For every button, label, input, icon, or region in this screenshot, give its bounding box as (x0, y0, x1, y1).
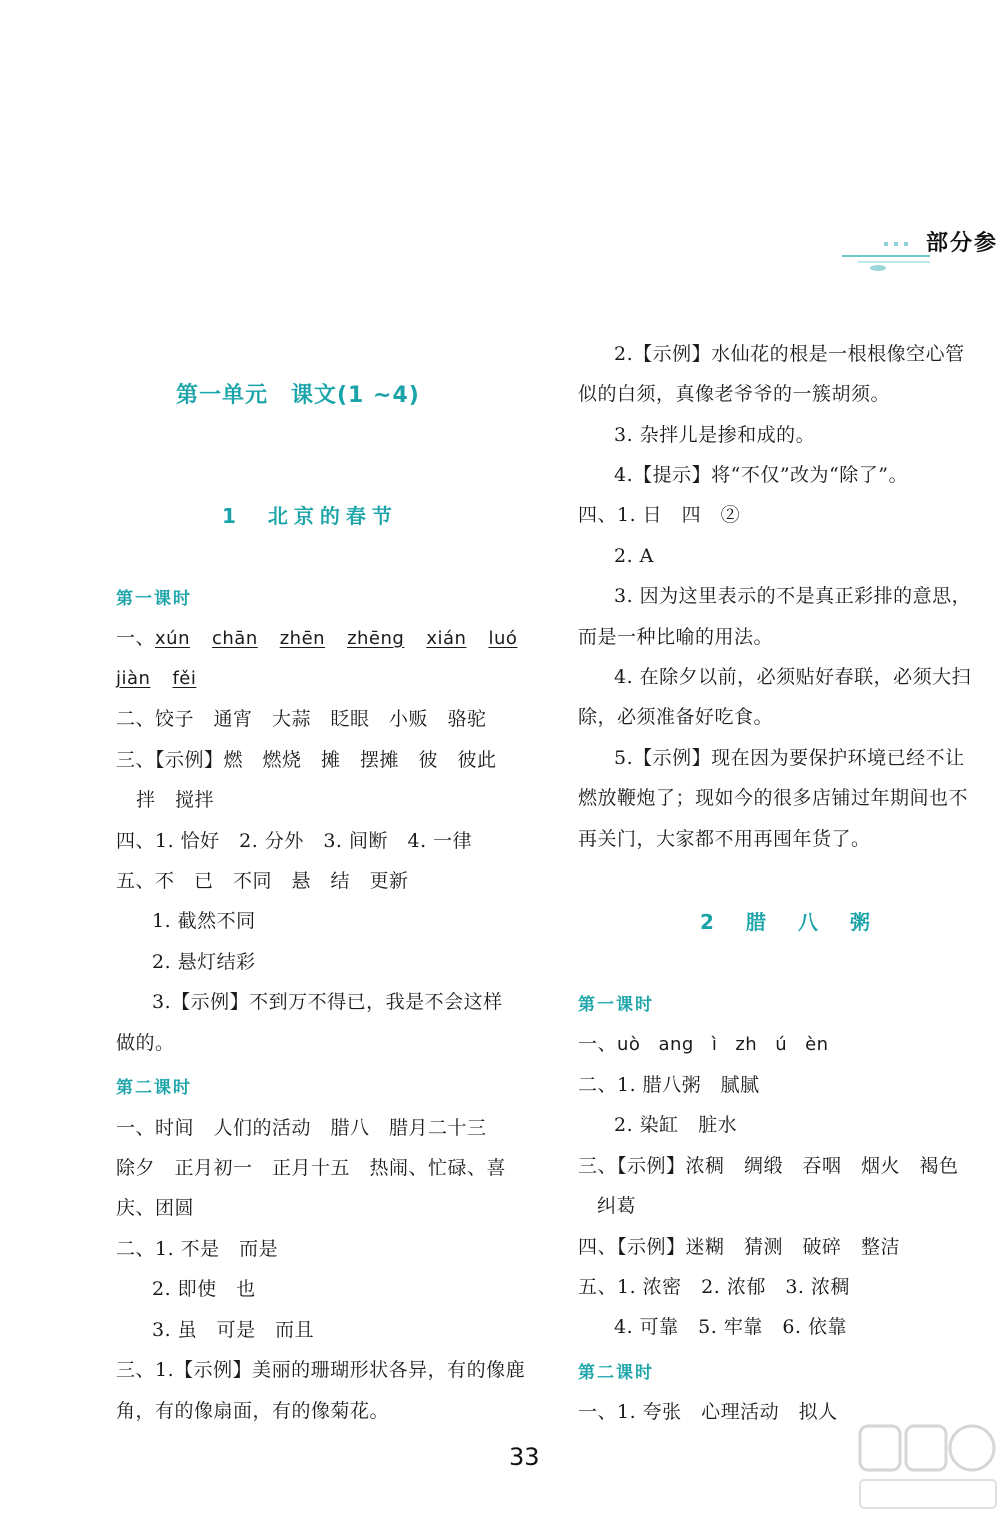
lesson1-p2-q3: 三、1.【示例】美丽的珊瑚形状各异，有的像鹿 (116, 1359, 526, 1381)
pinyin-answer: xún (155, 628, 190, 649)
lesson1-q5-2: 2. 悬灯结彩 (152, 951, 256, 973)
lesson2-q4: 四、【示例】迷糊 猜测 破碎 整洁 (578, 1236, 901, 1258)
lesson1-period2-heading: 第二课时 (116, 1078, 192, 1098)
page-number: 33 (509, 1443, 540, 1471)
lesson1-q4: 四、1. 恰好 2. 分外 3. 间断 4. 一律 (116, 830, 473, 852)
lesson2-q3-cont: 纠葛 (597, 1195, 637, 1217)
lesson1-q1-cont (116, 666, 218, 691)
lesson2-q5: 五、1. 浓密 2. 浓郁 3. 浓稠 (578, 1276, 851, 1298)
lesson1-q5-3: 3.【示例】不到万不得已，我是不会这样 (152, 991, 503, 1013)
pinyin-answer: fěi (172, 668, 197, 689)
lesson2-p2-q1: 一、1. 夸张 心理活动 拟人 (578, 1401, 838, 1423)
lesson1-q5-3-cont: 做的。 (116, 1032, 175, 1054)
lesson1-p2-q1: 一、时间 人们的活动 腊八 腊月二十三 (116, 1117, 487, 1139)
lesson2-q1 (578, 1032, 847, 1057)
header-decoration (838, 232, 930, 276)
lesson1-p2-q1-cont: 除夕 正月初一 正月十五 热闹、忙碌、喜 (116, 1157, 507, 1179)
right-r7: 4. 在除夕以前，必须贴好春联，必须大扫 (614, 666, 972, 688)
lesson1-q5-1: 1. 截然不同 (152, 910, 256, 932)
lesson1-q3-cont: 拌 搅拌 (136, 789, 215, 811)
lesson2-q2-2: 2. 染缸 脏水 (614, 1114, 738, 1136)
header-title: 部分参 (926, 231, 999, 256)
lesson1-p2-q3-cont: 角，有的像扇面，有的像菊花。 (116, 1400, 390, 1422)
pinyin-answer: jiàn (116, 668, 151, 689)
right-r6-cont: 而是一种比喻的用法。 (578, 626, 774, 648)
lesson1-q3: 三、【示例】燃 燃烧 摊 摆摊 彼 彼此 (116, 749, 497, 771)
right-r5: 2. A (614, 545, 654, 567)
right-r8-cont2: 再关门，大家都不用再囤年货了。 (578, 828, 871, 850)
pinyin-answer: xián (426, 628, 467, 649)
lesson1-p2-q2: 二、1. 不是 而是 (116, 1238, 279, 1260)
pinyin-answer: luó (488, 628, 518, 649)
right-r6: 3. 因为这里表示的不是真正彩排的意思， (614, 585, 972, 607)
right-r3: 4.【提示】将“不仅”改为“除了”。 (614, 464, 908, 486)
right-r1: 2.【示例】水仙花的根是一根根像空心管 (614, 343, 965, 365)
right-r7-cont: 除，必须准备好吃食。 (578, 706, 774, 728)
lesson1-p2-q1-cont2: 庆、团圆 (116, 1197, 195, 1219)
right-r4: 四、1. 日 四 ② (578, 504, 741, 526)
pinyin-answer: zhēng (347, 628, 405, 649)
unit-title: 第一单元 课文(1 ~4) (176, 383, 420, 408)
pinyin-answer: ú (775, 1034, 788, 1055)
lesson1-title: 1 北京的春节 (222, 504, 398, 528)
lesson2-period2-heading: 第二课时 (578, 1363, 654, 1383)
lesson1-q1 (116, 626, 539, 651)
pinyin-answer: zh (735, 1034, 758, 1055)
right-r1-cont: 似的白须，真像老爷爷的一簇胡须。 (578, 383, 891, 405)
q1-label: 一、 (116, 627, 156, 649)
lesson2-q3: 三、【示例】浓稠 绸缎 吞咽 烟火 褐色 (578, 1155, 959, 1177)
lesson1-q5: 五、不 已 不同 悬 结 更新 (116, 870, 409, 892)
right-r2: 3. 杂拌儿是掺和成的。 (614, 424, 816, 446)
pinyin-answer: ang (658, 1034, 694, 1055)
q1-label: 一、 (578, 1033, 618, 1055)
watermark-logo (858, 1420, 998, 1515)
pinyin-answer: èn (805, 1034, 829, 1055)
pinyin-answer: zhēn (279, 628, 326, 649)
lesson2-title: 2 腊 八 粥 (700, 910, 876, 934)
lesson1-p2-q2-2: 2. 即使 也 (152, 1278, 256, 1300)
lesson2-q2: 二、1. 腊八粥 腻腻 (578, 1074, 760, 1096)
lesson2-period1-heading: 第一课时 (578, 995, 654, 1015)
lesson1-p2-q2-3: 3. 虽 可是 而且 (152, 1319, 315, 1341)
right-r8-cont: 燃放鞭炮了；现如今的很多店铺过年期间也不 (578, 787, 969, 809)
pinyin-answer: ì (711, 1034, 718, 1055)
lesson1-period1-heading: 第一课时 (116, 589, 192, 609)
lesson2-q5-2: 4. 可靠 5. 牢靠 6. 依靠 (614, 1316, 848, 1338)
pinyin-answer: uò (617, 1034, 641, 1055)
right-r8: 5.【示例】现在因为要保护环境已经不让 (614, 747, 965, 769)
pinyin-answer: chān (211, 628, 258, 649)
lesson1-q2: 二、饺子 通宵 大蒜 眨眼 小贩 骆驼 (116, 708, 487, 730)
